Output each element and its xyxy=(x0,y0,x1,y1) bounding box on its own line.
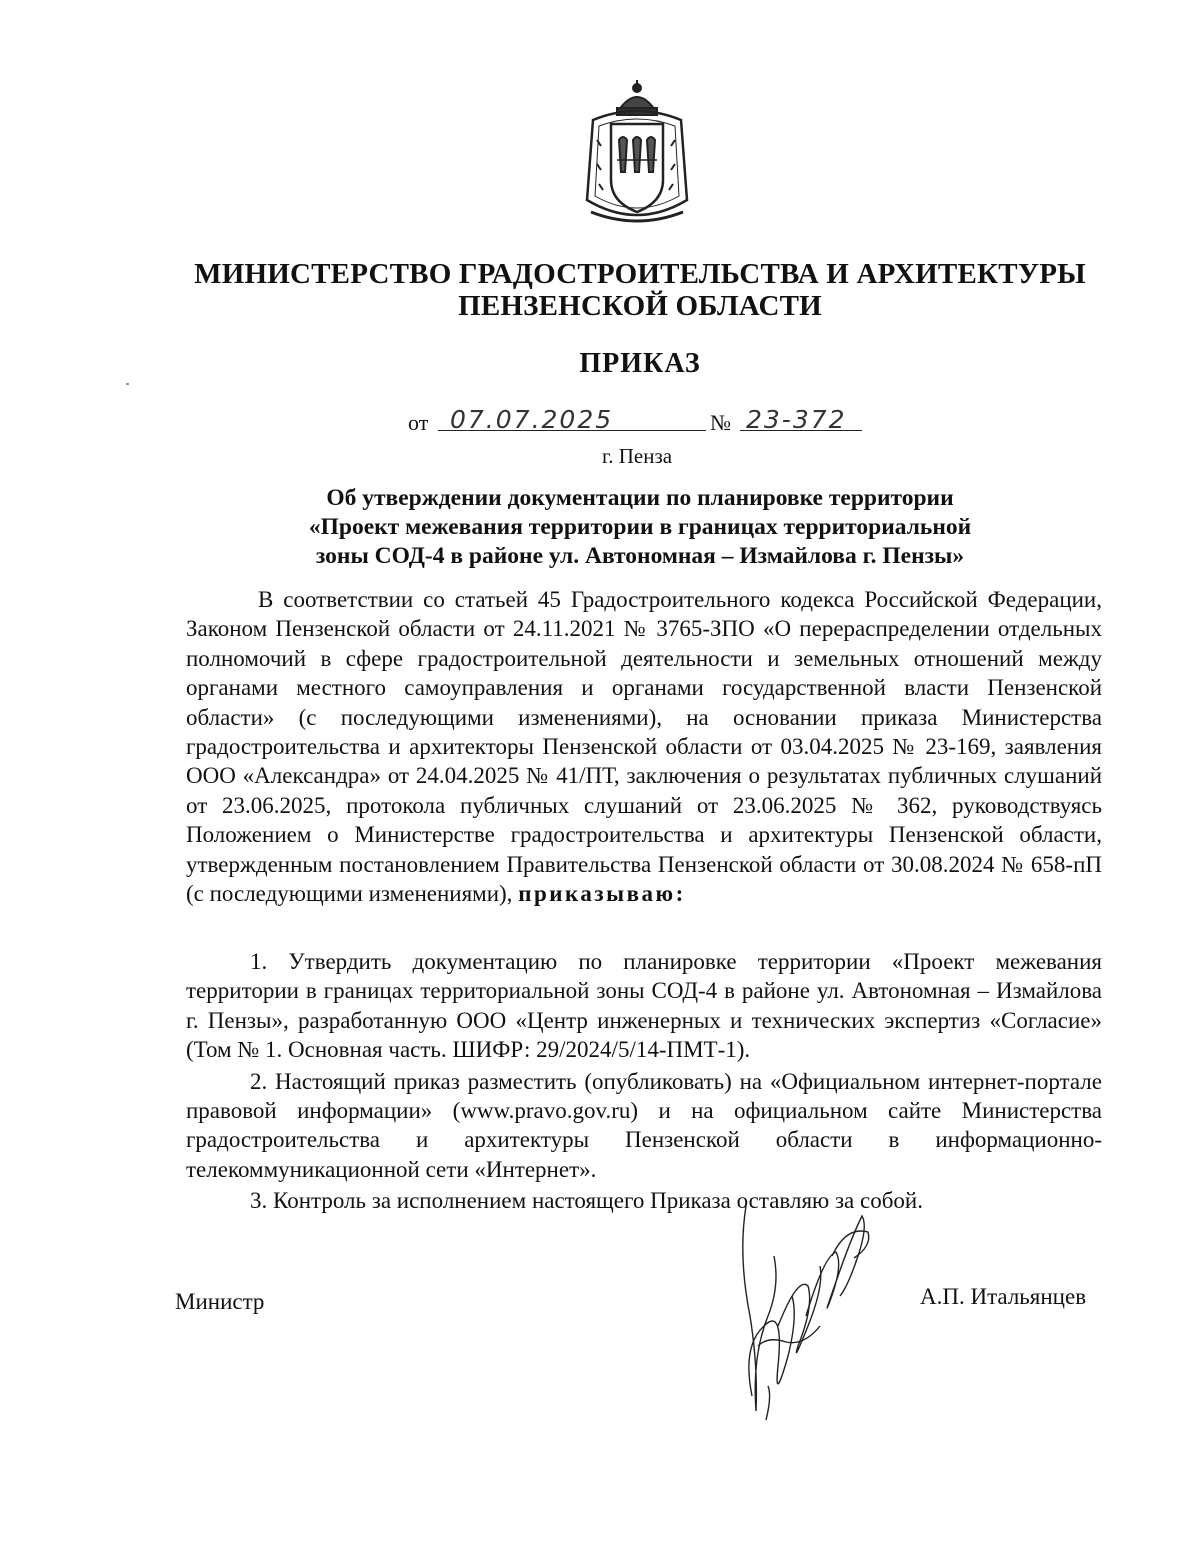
coat-of-arms-emblem xyxy=(583,80,691,228)
ministry-name-line2: ПЕНЗЕНСКОЙ ОБЛАСТИ xyxy=(458,290,822,322)
number-field xyxy=(740,402,862,434)
title-line2: «Проект межевания территории в границах территориальной xyxy=(308,514,972,540)
order-title xyxy=(180,484,1100,571)
date-field xyxy=(438,402,706,434)
preamble-text: В соответствии со статьей 45 Градостроительного кодекса Российской Федерации, Законом Пензенской области от 24.11.2021 № 3765-ЗПО «О перераспределении отдельных полномочий в сфере градостроительной деятельности и земельных отношений между органами местного самоуправления и органами государственной власти Пензенской области» (с последующими изменениями), на основании приказа Министерства градостроительства и архитекторы Пензенской области от 03.04.2025 № 23-169, заявления ООО «Александра» от 24.04.2025 № 41/ПТ, заключения о результатах публичных слушаний от 23.06.2025, протокола публичных слушаний от 23.06.2025 № 362, руководствуясь Положением о Министерстве градостроительства и архитектуры Пензенской области, утвержденным постановлением Правительства Пензенской области от 30.08.2024 № 658-пП (с последующими изменениями), xyxy=(186,587,1102,907)
ministry-name-line1: МИНИСТЕРСТВО ГРАДОСТРОИТЕЛЬСТВА И АРХИТЕКТУРЫ xyxy=(194,258,1086,290)
document-type: ПРИКАЗ xyxy=(579,348,701,379)
title-line1: Об утверждении документации по планировке территории xyxy=(326,485,954,511)
handwritten-signature xyxy=(728,1196,878,1426)
date-prefix: от xyxy=(408,410,429,435)
signer-position: Министр xyxy=(175,1289,265,1314)
city-name: г. Пенза xyxy=(602,444,673,468)
title-line3: зоны СОД-4 в районе ул. Автономная – Измайлова г. Пензы» xyxy=(315,543,965,569)
order-word: приказываю: xyxy=(518,881,686,907)
order-items xyxy=(186,947,1102,1218)
handwritten-date: 07.07.2025 xyxy=(450,405,614,434)
order-item-1: 1. Утвердить документацию по планировке территории «Проект межевания территории в границах территориальной зоны СОД-4 в районе ул. Автономная – Измайлова г. Пензы», разработанную ООО «Центр инженерных и технических экспертиз «Согласие» (Том № 1. Основная часть. ШИФР: 29/2024/5/14-ПМТ-1). xyxy=(186,949,1102,1063)
date-number-line xyxy=(408,402,868,436)
scan-mark xyxy=(126,383,129,385)
order-item-2: 2. Настоящий приказ разместить (опубликовать) на «Официальном интернет-портале правовой информации» (www.pravo.gov.ru) и на официальном сайте Министерства градостроительства и архитектуры Пензенской области в информационно-телекоммуникационной сети «Интернет». xyxy=(186,1068,1102,1182)
signer-name: А.П. Итальянцев xyxy=(920,1284,1087,1309)
preamble-paragraph xyxy=(186,585,1102,908)
order-item-3: 3. Контроль за исполнением настоящего Приказа оставляю за собой. xyxy=(250,1188,923,1214)
handwritten-number: 23-372 xyxy=(746,405,847,434)
number-prefix: № xyxy=(710,410,731,435)
